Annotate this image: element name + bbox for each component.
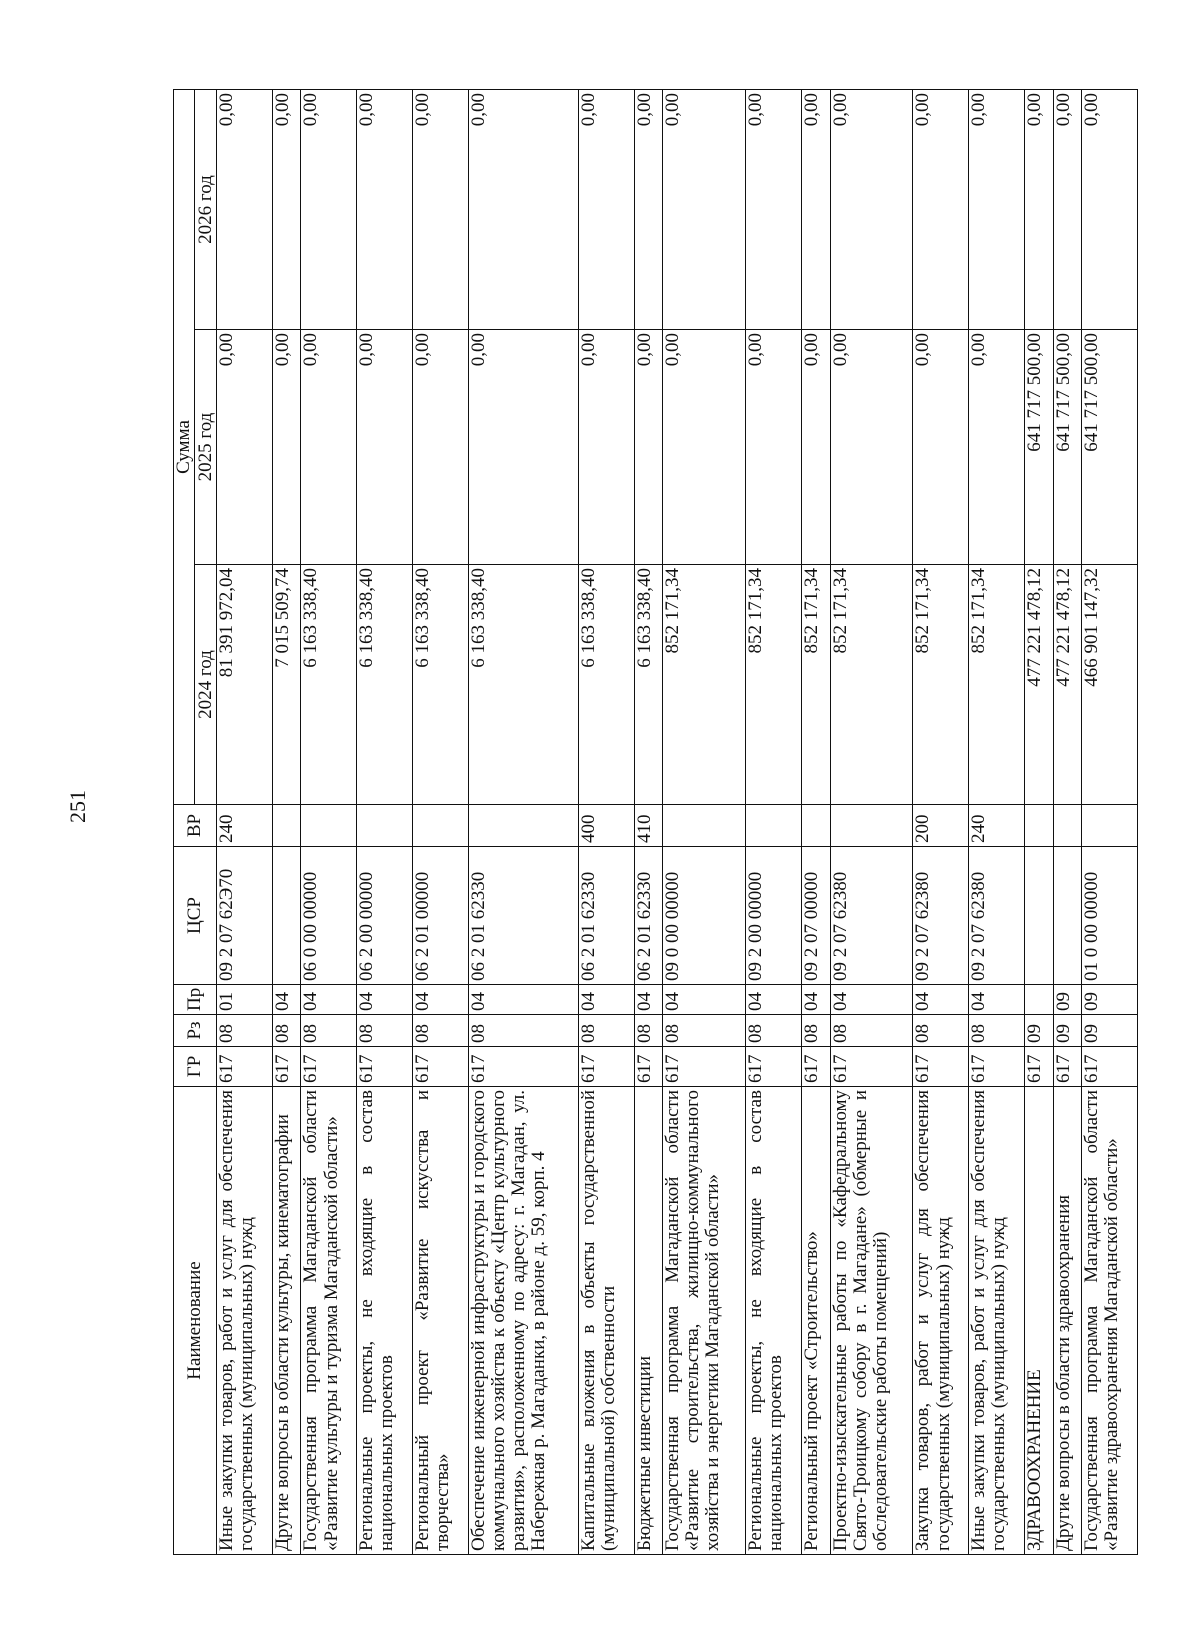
- row-sum-2025: 0,00: [801, 330, 830, 565]
- table-row: [412, 89, 468, 1554]
- table-row: [578, 89, 634, 1554]
- row-name: Другие вопросы в области здравоохранения: [1053, 1087, 1082, 1555]
- row-pr: 01: [217, 985, 273, 1015]
- row-vr: [272, 805, 301, 847]
- row-sum-2024: 466 901 147,32: [1082, 565, 1138, 805]
- row-name: Региональный проект «Строительство»: [801, 1087, 830, 1555]
- row-sum-2025: 641 717 500,00: [1053, 330, 1082, 565]
- row-name: Капитальные вложения в объекты государственной (муниципальной) собственности: [578, 1087, 634, 1555]
- row-sum-2025: 0,00: [634, 330, 663, 565]
- row-name: ЗДРАВООХРАНЕНИЕ: [1025, 1087, 1054, 1555]
- row-name: Государственная программа Магаданской области «Развитие здравоохранения Магаданской области»: [1082, 1087, 1138, 1555]
- row-pr: 04: [272, 985, 301, 1015]
- row-sum-2025: 0,00: [969, 330, 1025, 565]
- row-name: Региональные проекты, не входящие в состав национальных проектов: [357, 1087, 413, 1555]
- row-csr: 09 2 07 62380: [830, 847, 913, 985]
- header-sum: Сумма: [174, 89, 195, 804]
- row-rz: 08: [217, 1015, 273, 1047]
- row-sum-2026: 0,00: [272, 89, 301, 329]
- row-vr: [1025, 805, 1054, 847]
- row-sum-2026: 0,00: [913, 89, 969, 329]
- row-rz: 08: [468, 1015, 578, 1047]
- row-name: Другие вопросы в области культуры, кинематографии: [272, 1087, 301, 1555]
- table-row: [634, 89, 663, 1554]
- row-gr: 617: [830, 1047, 913, 1087]
- row-pr: 04: [746, 985, 802, 1015]
- row-rz: 08: [578, 1015, 634, 1047]
- table-row: [913, 89, 969, 1554]
- row-sum-2025: 0,00: [830, 330, 913, 565]
- table-row: [663, 89, 746, 1554]
- row-rz: 08: [301, 1015, 357, 1047]
- row-pr: 04: [468, 985, 578, 1015]
- row-csr: 09 2 07 00000: [801, 847, 830, 985]
- row-pr: 04: [969, 985, 1025, 1015]
- row-sum-2025: 0,00: [272, 330, 301, 565]
- row-name: Региональные проекты, не входящие в состав национальных проектов: [746, 1087, 802, 1555]
- row-gr: 617: [663, 1047, 746, 1087]
- row-gr: 617: [412, 1047, 468, 1087]
- row-rz: 08: [663, 1015, 746, 1047]
- table-row: [801, 89, 830, 1554]
- row-sum-2024: 852 171,34: [663, 565, 746, 805]
- row-sum-2025: 641 717 500,00: [1025, 330, 1054, 565]
- row-gr: 617: [801, 1047, 830, 1087]
- header-2026: 2026 год: [195, 89, 217, 329]
- row-csr: 09 2 07 62Э70: [217, 847, 273, 985]
- header-2025: 2025 год: [195, 330, 217, 565]
- row-sum-2026: 0,00: [412, 89, 468, 329]
- row-rz: 09: [1082, 1015, 1138, 1047]
- row-sum-2024: 6 163 338,40: [578, 565, 634, 805]
- row-rz: 08: [357, 1015, 413, 1047]
- row-vr: [468, 805, 578, 847]
- row-sum-2026: 0,00: [301, 89, 357, 329]
- row-sum-2025: 0,00: [217, 330, 273, 565]
- row-sum-2024: 6 163 338,40: [412, 565, 468, 805]
- row-csr: [1025, 847, 1054, 985]
- header-pr: Пр: [174, 985, 217, 1015]
- row-rz: 08: [830, 1015, 913, 1047]
- row-sum-2025: 0,00: [357, 330, 413, 565]
- row-rz: 09: [1025, 1015, 1054, 1047]
- row-pr: 04: [412, 985, 468, 1015]
- row-name: Обеспечение инженерной инфраструктуры и городского коммунального хозяйства к объекту «Центр культурного развития», расположенному по адресу: г. Магадан, ул. Набережная р. Магаданки, в районе д. 59, корп. 4: [468, 1087, 578, 1555]
- row-sum-2026: 0,00: [1082, 89, 1138, 329]
- row-sum-2025: 0,00: [663, 330, 746, 565]
- row-rz: 08: [634, 1015, 663, 1047]
- row-gr: 617: [578, 1047, 634, 1087]
- row-vr: [301, 805, 357, 847]
- row-sum-2024: 6 163 338,40: [468, 565, 578, 805]
- row-vr: [801, 805, 830, 847]
- row-pr: 04: [578, 985, 634, 1015]
- row-vr: 240: [969, 805, 1025, 847]
- row-rz: 08: [746, 1015, 802, 1047]
- row-gr: 617: [746, 1047, 802, 1087]
- row-vr: 410: [634, 805, 663, 847]
- table-row: [746, 89, 802, 1554]
- row-sum-2024: 852 171,34: [913, 565, 969, 805]
- row-sum-2025: 0,00: [578, 330, 634, 565]
- row-csr: 09 2 00 00000: [746, 847, 802, 985]
- row-pr: 09: [1053, 985, 1082, 1015]
- row-sum-2026: 0,00: [969, 89, 1025, 329]
- table-row: [357, 89, 413, 1554]
- row-sum-2025: 641 717 500,00: [1082, 330, 1138, 565]
- row-sum-2024: 477 221 478,12: [1025, 565, 1054, 805]
- row-csr: [1053, 847, 1082, 985]
- row-sum-2025: 0,00: [746, 330, 802, 565]
- row-csr: 09 2 07 62380: [969, 847, 1025, 985]
- row-csr: 09 2 07 62380: [913, 847, 969, 985]
- row-csr: 06 2 00 00000: [357, 847, 413, 985]
- table-row: [217, 89, 273, 1554]
- row-vr: [1053, 805, 1082, 847]
- row-sum-2024: 852 171,34: [746, 565, 802, 805]
- table-row: [301, 89, 357, 1554]
- row-sum-2026: 0,00: [634, 89, 663, 329]
- row-vr: 200: [913, 805, 969, 847]
- row-rz: 08: [801, 1015, 830, 1047]
- row-vr: [663, 805, 746, 847]
- row-sum-2024: 6 163 338,40: [357, 565, 413, 805]
- row-vr: [746, 805, 802, 847]
- row-pr: 04: [357, 985, 413, 1015]
- row-sum-2025: 0,00: [301, 330, 357, 565]
- row-pr: 04: [301, 985, 357, 1015]
- row-gr: 617: [1053, 1047, 1082, 1087]
- page-number: 251: [65, 790, 90, 823]
- row-csr: 09 0 00 00000: [663, 847, 746, 985]
- row-sum-2026: 0,00: [746, 89, 802, 329]
- row-sum-2026: 0,00: [217, 89, 273, 329]
- row-sum-2024: 477 221 478,12: [1053, 565, 1082, 805]
- row-rz: 08: [272, 1015, 301, 1047]
- row-sum-2025: 0,00: [913, 330, 969, 565]
- row-name: Иные закупки товаров, работ и услуг для обеспечения государственных (муниципальных) нужд: [217, 1087, 273, 1555]
- table-row: [1025, 89, 1054, 1554]
- table-row: [1082, 89, 1138, 1554]
- row-name: Бюджетные инвестиции: [634, 1087, 663, 1555]
- row-pr: 09: [1082, 985, 1138, 1015]
- row-sum-2025: 0,00: [468, 330, 578, 565]
- row-csr: 06 2 01 62330: [578, 847, 634, 985]
- row-sum-2026: 0,00: [801, 89, 830, 329]
- row-csr: 06 2 01 62330: [468, 847, 578, 985]
- header-vr: ВР: [174, 805, 217, 847]
- table-row: [272, 89, 301, 1554]
- row-vr: [357, 805, 413, 847]
- row-gr: 617: [969, 1047, 1025, 1087]
- row-vr: 240: [217, 805, 273, 847]
- row-csr: 06 0 00 00000: [301, 847, 357, 985]
- row-name: Государственная программа Магаданской области «Развитие строительства, жилищно-коммунального хозяйства и энергетики Магаданской области»: [663, 1087, 746, 1555]
- row-sum-2026: 0,00: [468, 89, 578, 329]
- row-gr: 617: [301, 1047, 357, 1087]
- row-csr: 06 2 01 00000: [412, 847, 468, 985]
- row-sum-2026: 0,00: [357, 89, 413, 329]
- row-sum-2026: 0,00: [663, 89, 746, 329]
- row-name: Государственная программа Магаданской области «Развитие культуры и туризма Магаданской области»: [301, 1087, 357, 1555]
- row-pr: 04: [830, 985, 913, 1015]
- row-sum-2025: 0,00: [412, 330, 468, 565]
- row-sum-2024: 6 163 338,40: [301, 565, 357, 805]
- row-rz: 08: [969, 1015, 1025, 1047]
- row-pr: [1025, 985, 1054, 1015]
- row-csr: 06 2 01 62330: [634, 847, 663, 985]
- row-rz: 09: [1053, 1015, 1082, 1047]
- row-gr: 617: [634, 1047, 663, 1087]
- table-row: [1053, 89, 1082, 1554]
- budget-table: [173, 89, 1138, 1555]
- row-rz: 08: [913, 1015, 969, 1047]
- row-csr: [272, 847, 301, 985]
- row-vr: [412, 805, 468, 847]
- header-csr: ЦСР: [174, 847, 217, 985]
- table-row: [969, 89, 1025, 1554]
- row-gr: 617: [1082, 1047, 1138, 1087]
- row-name: Иные закупки товаров, работ и услуг для обеспечения государственных (муниципальных) нужд: [969, 1087, 1025, 1555]
- header-gr: ГР: [174, 1047, 217, 1087]
- row-pr: 04: [634, 985, 663, 1015]
- row-gr: 617: [217, 1047, 273, 1087]
- row-pr: 04: [663, 985, 746, 1015]
- row-gr: 617: [913, 1047, 969, 1087]
- row-vr: [1082, 805, 1138, 847]
- row-pr: 04: [801, 985, 830, 1015]
- header-rz: Рз: [174, 1015, 217, 1047]
- row-sum-2024: 852 171,34: [801, 565, 830, 805]
- row-sum-2024: 6 163 338,40: [634, 565, 663, 805]
- table-row: [468, 89, 578, 1554]
- row-rz: 08: [412, 1015, 468, 1047]
- row-name: Проектно-изыскательные работы по «Кафедральному Свято-Троицкому собору в г. Магадане» (обмерные и обследовательские работы помещений): [830, 1087, 913, 1555]
- row-name: Региональный проект «Развитие искусства и творчества»: [412, 1087, 468, 1555]
- header-2024: 2024 год: [195, 565, 217, 805]
- row-sum-2026: 0,00: [1025, 89, 1054, 329]
- row-csr: 01 0 00 00000: [1082, 847, 1138, 985]
- row-gr: 617: [468, 1047, 578, 1087]
- row-sum-2026: 0,00: [578, 89, 634, 329]
- row-vr: [830, 805, 913, 847]
- row-vr: 400: [578, 805, 634, 847]
- table-row: [830, 89, 913, 1554]
- row-sum-2024: 7 015 509,74: [272, 565, 301, 805]
- row-name: Закупка товаров, работ и услуг для обеспечения государственных (муниципальных) нужд: [913, 1087, 969, 1555]
- row-sum-2024: 852 171,34: [830, 565, 913, 805]
- row-gr: 617: [272, 1047, 301, 1087]
- row-gr: 617: [357, 1047, 413, 1087]
- row-sum-2026: 0,00: [1053, 89, 1082, 329]
- header-name: Наименование: [174, 1087, 217, 1555]
- row-sum-2024: 852 171,34: [969, 565, 1025, 805]
- budget-table-container: [173, 90, 1138, 1555]
- row-gr: 617: [1025, 1047, 1054, 1087]
- row-pr: 04: [913, 985, 969, 1015]
- row-sum-2024: 81 391 972,04: [217, 565, 273, 805]
- row-sum-2026: 0,00: [830, 89, 913, 329]
